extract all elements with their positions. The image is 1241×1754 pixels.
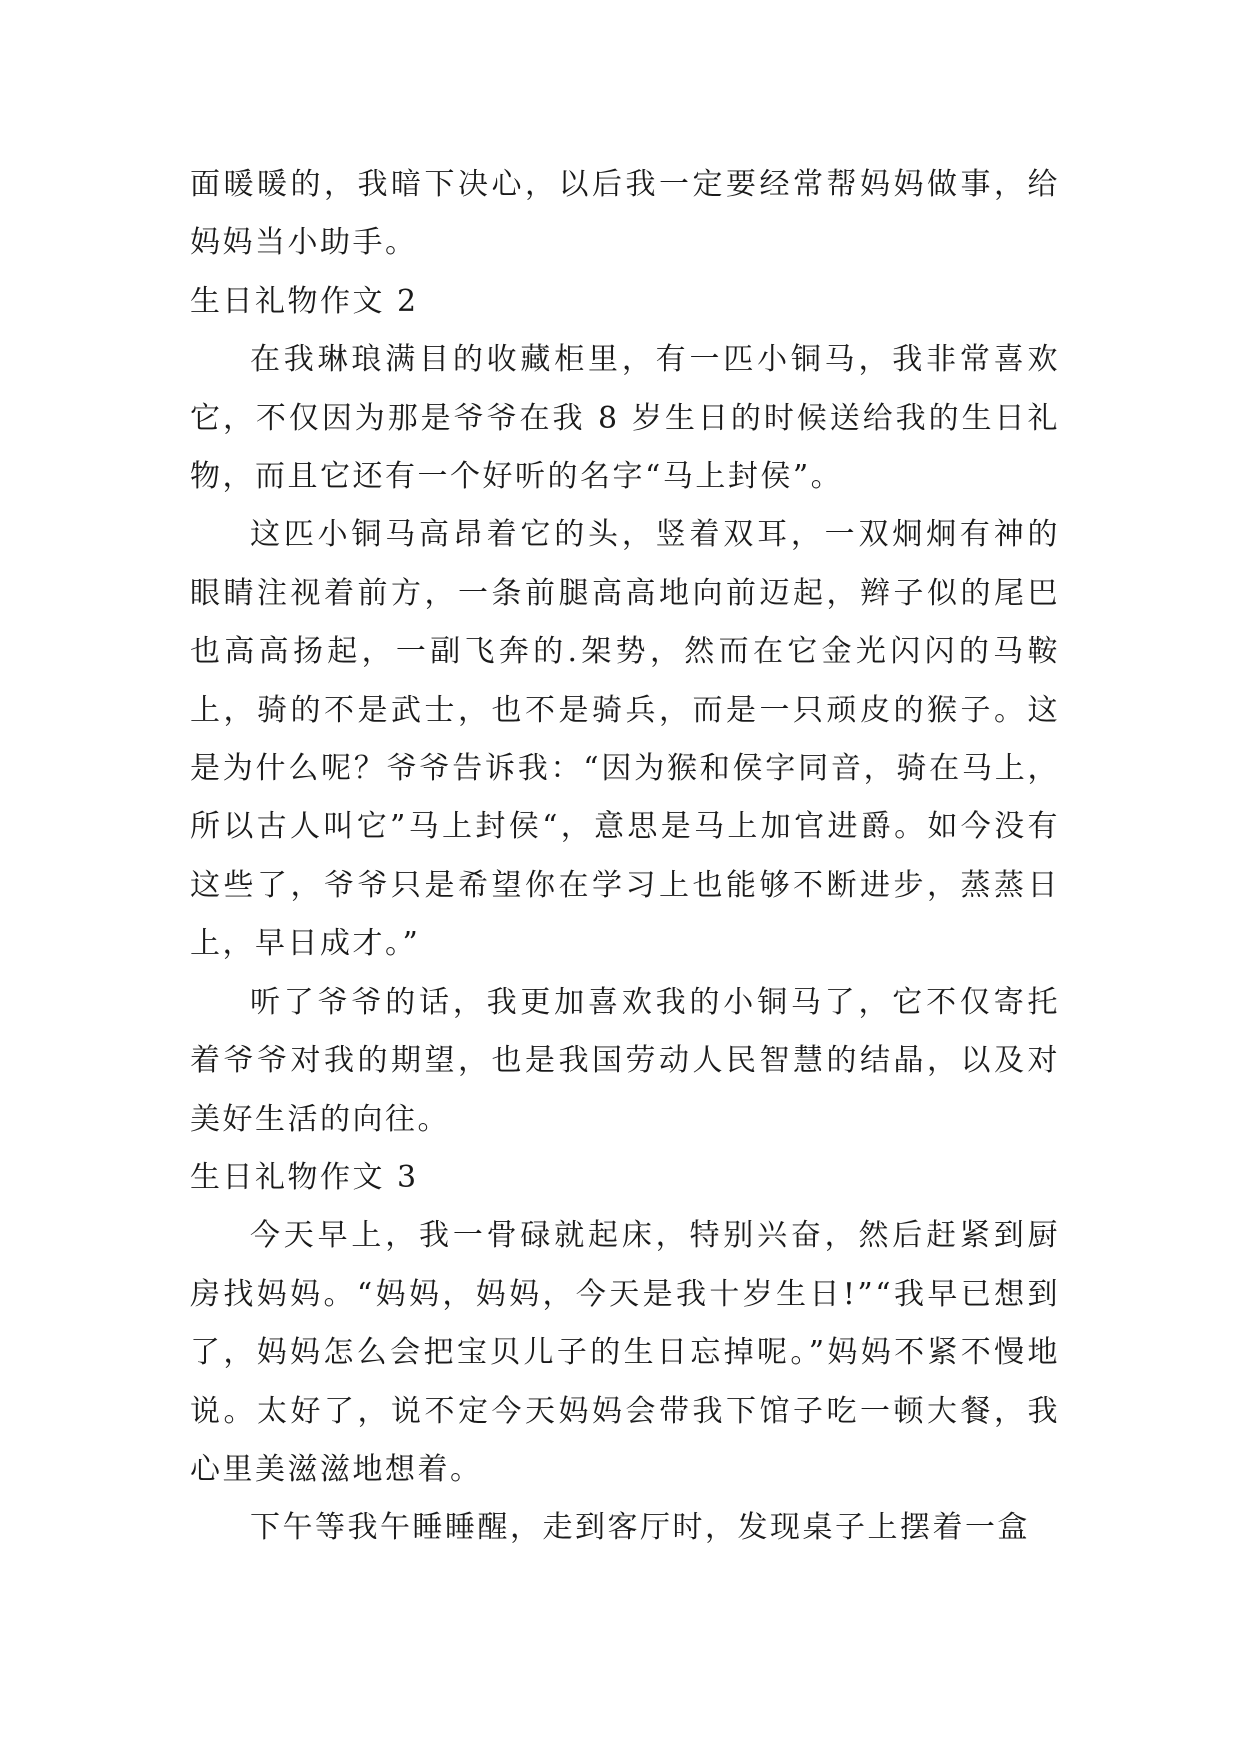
paragraph-copper-horse-intro: 在我琳琅满目的收藏柜里，有一匹小铜马，我非常喜欢它，不仅因为那是爷爷在我 8 岁生日的时候送给我的生日礼物，而且它还有一个好听的名字“马上封侯”。 — [190, 342, 1060, 495]
section-heading-3: 生日礼物作文 3 — [190, 1159, 419, 1195]
section-heading-2: 生日礼物作文 2 — [190, 283, 419, 319]
document-body — [190, 156, 1060, 1558]
paragraph-birthday-morning: 今天早上，我一骨碌就起床，特别兴奋，然后赶紧到厨房找妈妈。“妈妈，妈妈，今天是我十岁生日!”“我早已想到了，妈妈怎么会把宝贝儿子的生日忘掉呢。”妈妈不紧不慢地说。太好了，说不定今天妈妈会带我下馆子吃一顿大餐，我心里美滋滋地想着。 — [190, 1218, 1060, 1487]
paragraph-copper-horse-description: 这匹小铜马高昂着它的头，竖着双耳，一双炯炯有神的眼睛注视着前方，一条前腿高高地向前迈起，辫子似的尾巴也高高扬起，一副飞奔的.架势，然而在它金光闪闪的马鞍上，骑的不是武士，也不是骑兵，而是一只顽皮的猴子。这是为什么呢？爷爷告诉我：“因为猴和侯字同音，骑在马上，所以古人叫它”马上封侯“，意思是马上加官进爵。如今没有这些了，爷爷只是希望你在学习上也能够不断进步，蒸蒸日上，早日成才。” — [190, 517, 1060, 962]
paragraph-continuation: 面暖暖的，我暗下决心，以后我一定要经常帮妈妈做事，给妈妈当小助手。 — [190, 167, 1060, 261]
paragraph-birthday-afternoon: 下午等我午睡睡醒，走到客厅时，发现桌子上摆着一盒 — [250, 1510, 1030, 1546]
paragraph-copper-horse-conclusion: 听了爷爷的话，我更加喜欢我的小铜马了，它不仅寄托着爷爷对我的期望，也是我国劳动人民智慧的结晶，以及对美好生活的向往。 — [190, 984, 1060, 1137]
